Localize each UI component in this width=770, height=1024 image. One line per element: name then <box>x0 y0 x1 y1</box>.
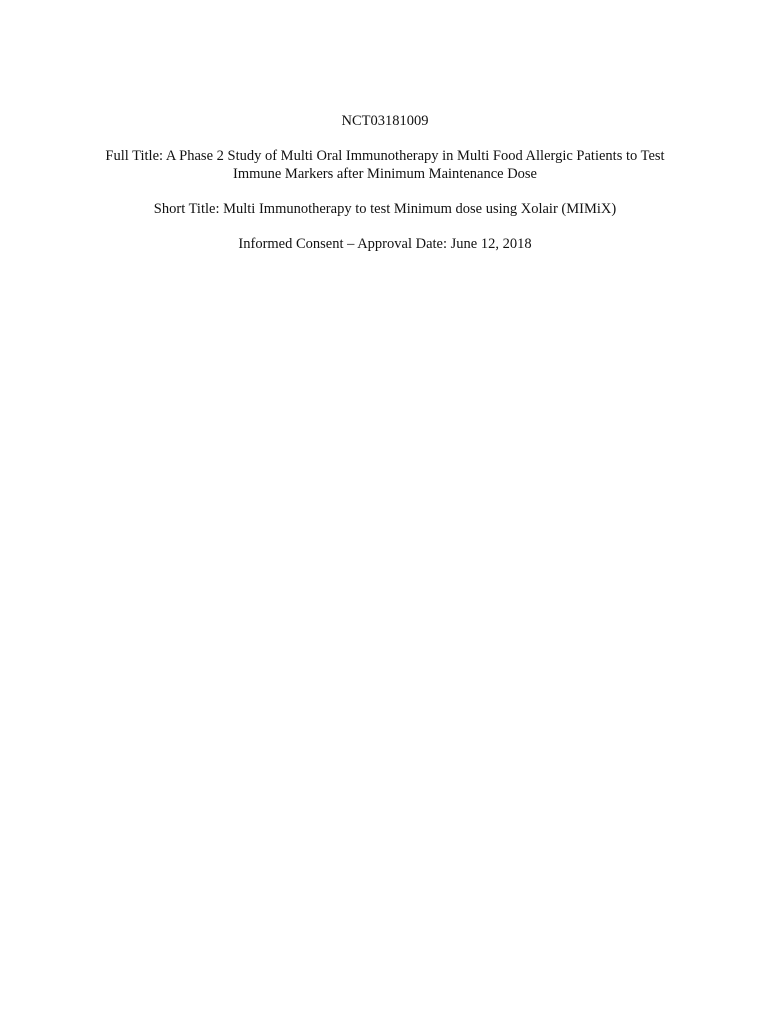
nct-number: NCT03181009 <box>341 113 429 129</box>
full-title <box>75 147 695 183</box>
consent-approval-date: Informed Consent – Approval Date: June 12, 2018 <box>238 236 532 252</box>
full-title-line-1: Full Title: A Phase 2 Study of Multi Oral Immunotherapy in Multi Food Allergic Patients to Test <box>105 148 665 164</box>
short-title: Short Title: Multi Immunotherapy to test Minimum dose using Xolair (MIMiX) <box>153 201 617 217</box>
cover-block <box>0 112 770 253</box>
full-title-line-2: Immune Markers after Minimum Maintenance Dose <box>232 166 537 182</box>
